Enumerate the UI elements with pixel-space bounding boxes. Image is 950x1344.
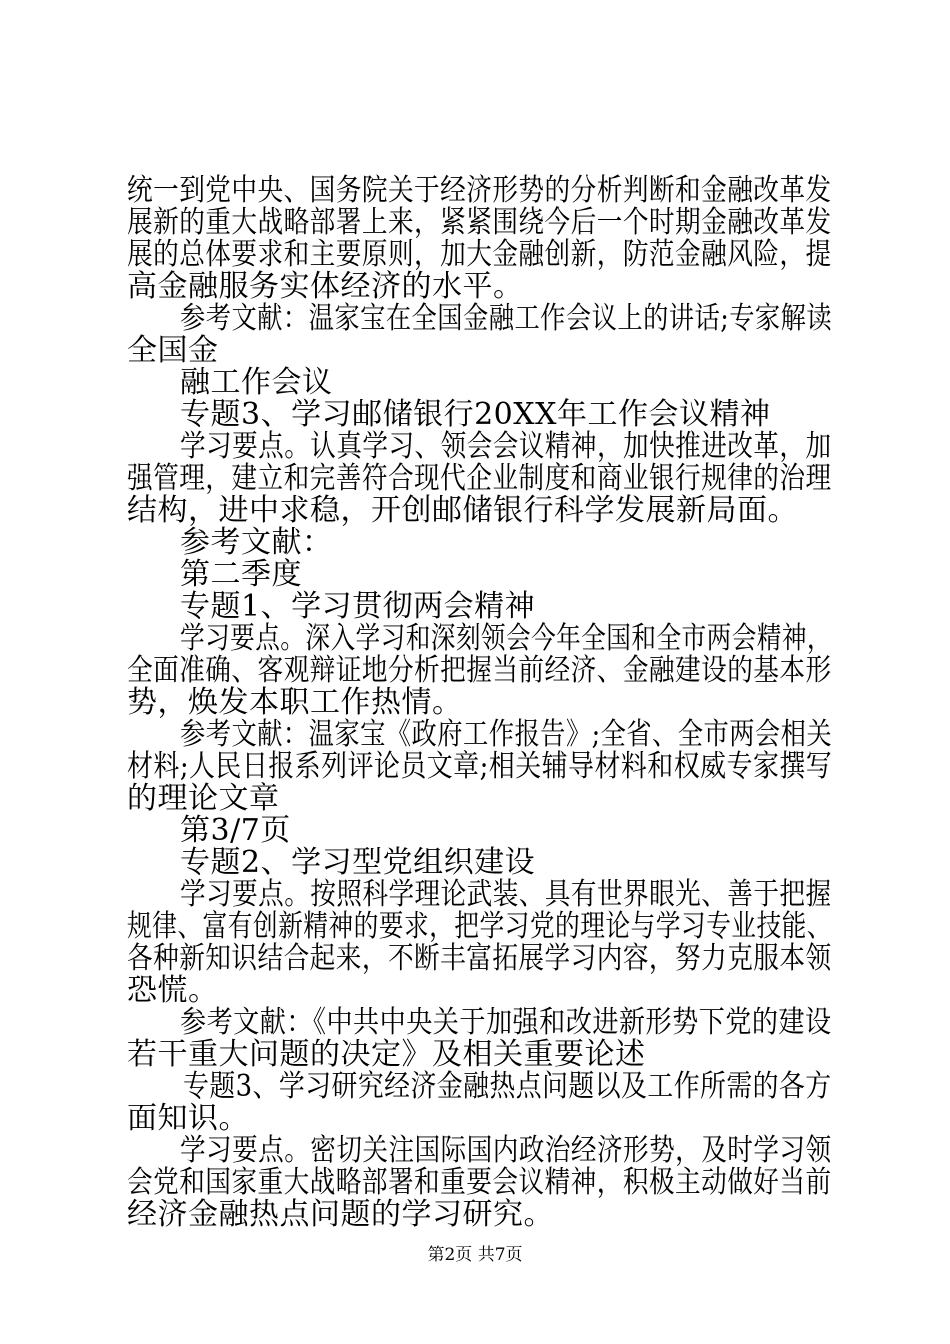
- text-line: 高金融服务实体经济的水平。: [127, 269, 524, 304]
- text-line: 经济金融热点问题的学习研究。: [127, 1197, 554, 1232]
- text-line: 参考文献：温家宝《政府工作报告》;全省、全市两会相关: [180, 717, 833, 752]
- text-line: 若干重大问题的决定》及相关重要论述: [127, 1037, 646, 1072]
- text-line: 全国金: [127, 333, 219, 368]
- text-line: 展新的重大战略部署上来，紧紧围绕今后一个时期金融改革发: [127, 205, 832, 240]
- text-line: 参考文献：: [180, 525, 333, 560]
- text-line: 会党和国家重大战略部署和重要会议精神，积极主动做好当前: [127, 1165, 832, 1200]
- inline-page-marker: 第3/7页: [180, 813, 291, 848]
- text-line: 展的总体要求和主要原则，加大金融创新，防范金融风险，提: [127, 237, 832, 272]
- text-line: 规律、富有创新精神的要求，把学习党的理论与学习专业技能、: [127, 909, 832, 944]
- text-line: 势，焕发本职工作热情。: [127, 685, 463, 720]
- text-line: 参考文献：《中共中央关于加强和改进新形势下党的建设: [180, 1005, 832, 1040]
- text-line: 各种新知识结合起来，不断丰富拓展学习内容，努力克服本领: [127, 941, 832, 976]
- section-heading: 专题3、学习邮储银行20XX年工作会议精神: [180, 397, 771, 432]
- section-heading: 专题1、学习贯彻两会精神: [180, 589, 536, 624]
- section-heading: 第二季度: [180, 557, 302, 592]
- section-heading: 专题2、学习型党组织建设: [180, 845, 536, 880]
- text-line: 全面准确、客观辩证地分析把握当前经济、金融建设的基本形: [127, 653, 832, 688]
- section-heading: 专题3、学习研究经济金融热点问题以及工作所需的各方: [183, 1069, 832, 1104]
- page-footer: 第2页 共7页: [427, 1245, 523, 1265]
- text-line: 参考文献：温家宝在全国金融工作会议上的讲话;专家解读: [180, 301, 833, 336]
- text-line: 结构，进中求稳，开创邮储银行科学发展新局面。: [127, 493, 798, 528]
- text-line: 恐慌。: [127, 973, 219, 1008]
- text-line: 学习要点。密切关注国际国内政治经济形势，及时学习领: [180, 1133, 832, 1168]
- text-line: 融工作会议: [180, 365, 333, 400]
- text-line: 强管理，建立和完善符合现代企业制度和商业银行规律的治理: [127, 461, 832, 496]
- text-line: 面知识。: [127, 1101, 249, 1136]
- text-line: 统一到党中央、国务院关于经济形势的分析判断和金融改革发: [127, 173, 832, 208]
- text-line: 学习要点。按照科学理论武装、具有世界眼光、善于把握: [180, 877, 832, 912]
- text-line: 材料;人民日报系列评论员文章;相关辅导材料和权威专家撰写: [127, 749, 833, 784]
- text-line: 学习要点。深入学习和深刻领会今年全国和全市两会精神，: [180, 621, 833, 656]
- text-line: 的理论文章: [127, 781, 280, 816]
- text-line: 学习要点。认真学习、领会会议精神，加快推进改革，加: [180, 429, 832, 464]
